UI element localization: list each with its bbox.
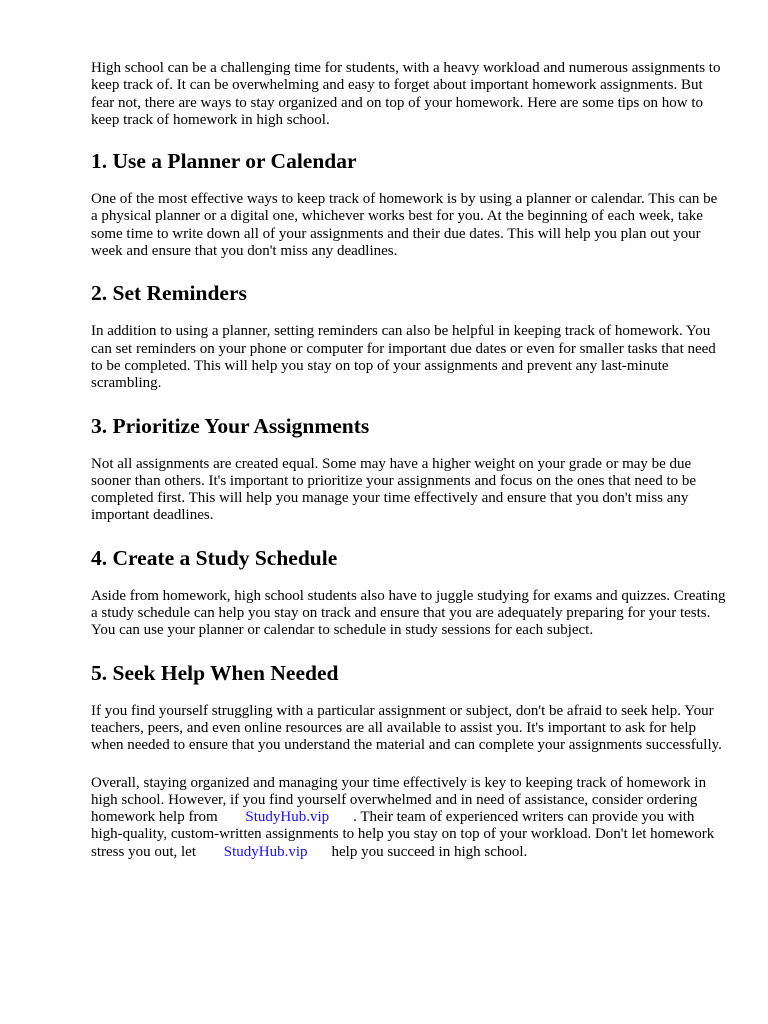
closing-text-2: . Their team of experienced writers can provide you with high-quality, custom-written assignments to help you stay on top of your workload. Don't let homework stress you out, let xyxy=(91,809,715,860)
document-page xyxy=(91,60,727,861)
section-heading: 1. Use a Planner or Calendar xyxy=(91,149,357,174)
section-prioritize xyxy=(91,413,727,525)
section-body: One of the most effective ways to keep track of homework is by using a planner or calendar. This can be a physical planner or a digital one, whichever works best for you. At the beginning of each week, take some time to write down all of your assignments and their due dates. This will help you plan out your week and ensure that you don't miss any deadlines. xyxy=(91,191,718,260)
section-heading: 3. Prioritize Your Assignments xyxy=(91,413,370,438)
intro-paragraph: High school can be a challenging time for students, with a heavy workload and numerous assignments to keep track of. It can be overwhelming and easy to forget about important homework assignments. But fear not, there are ways to stay organized and on top of your homework. Here are some tips on how to keep track of homework in high school. xyxy=(91,60,721,128)
closing-text-3: help you succeed in high school. xyxy=(331,843,528,860)
section-planner xyxy=(91,148,727,260)
section-body: If you find yourself struggling with a particular assignment or subject, don't be afraid to seek help. Your teachers, peers, and even online resources are all available to assist you. It's important to ask for help when needed to ensure that you understand the material and can complete your assignments successfully. xyxy=(91,702,722,754)
section-body: Not all assignments are created equal. Some may have a higher weight on your grade or may be due sooner than others. It's important to prioritize your assignments and focus on the ones that need to be completed first. This will help you manage your time effectively and ensure that you don't miss any important deadlines. xyxy=(91,455,697,524)
section-study-schedule xyxy=(91,545,727,640)
closing-text-1: Overall, staying organized and managing your time effectively is key to keeping track of homework in high school. However, if you find yourself overwhelmed and in need of assistance, consider ordering homework help from xyxy=(91,774,707,826)
section-reminders xyxy=(91,280,727,392)
section-body: In addition to using a planner, setting reminders can also be helpful in keeping track of homework. You can set reminders on your phone or computer for important due dates or even for smaller tasks that need to be completed. This will help you stay on top of your assignments and prevent any last-minute scrambling. xyxy=(91,323,716,392)
studyhub-link[interactable]: StudyHub.vip xyxy=(245,809,330,826)
section-heading: 2. Set Reminders xyxy=(91,281,247,306)
studyhub-link[interactable]: StudyHub.vip xyxy=(223,843,308,860)
section-heading: 5. Seek Help When Needed xyxy=(91,660,339,685)
section-heading: 4. Create a Study Schedule xyxy=(91,545,338,570)
closing-paragraph xyxy=(91,775,727,861)
section-body: Aside from homework, high school students also have to juggle studying for exams and quizzes. Creating a study schedule can help you stay on track and ensure that you are adequately preparing for your tests. You can use your planner or calendar to schedule in study sessions for each subject. xyxy=(91,587,726,639)
section-seek-help xyxy=(91,660,727,755)
